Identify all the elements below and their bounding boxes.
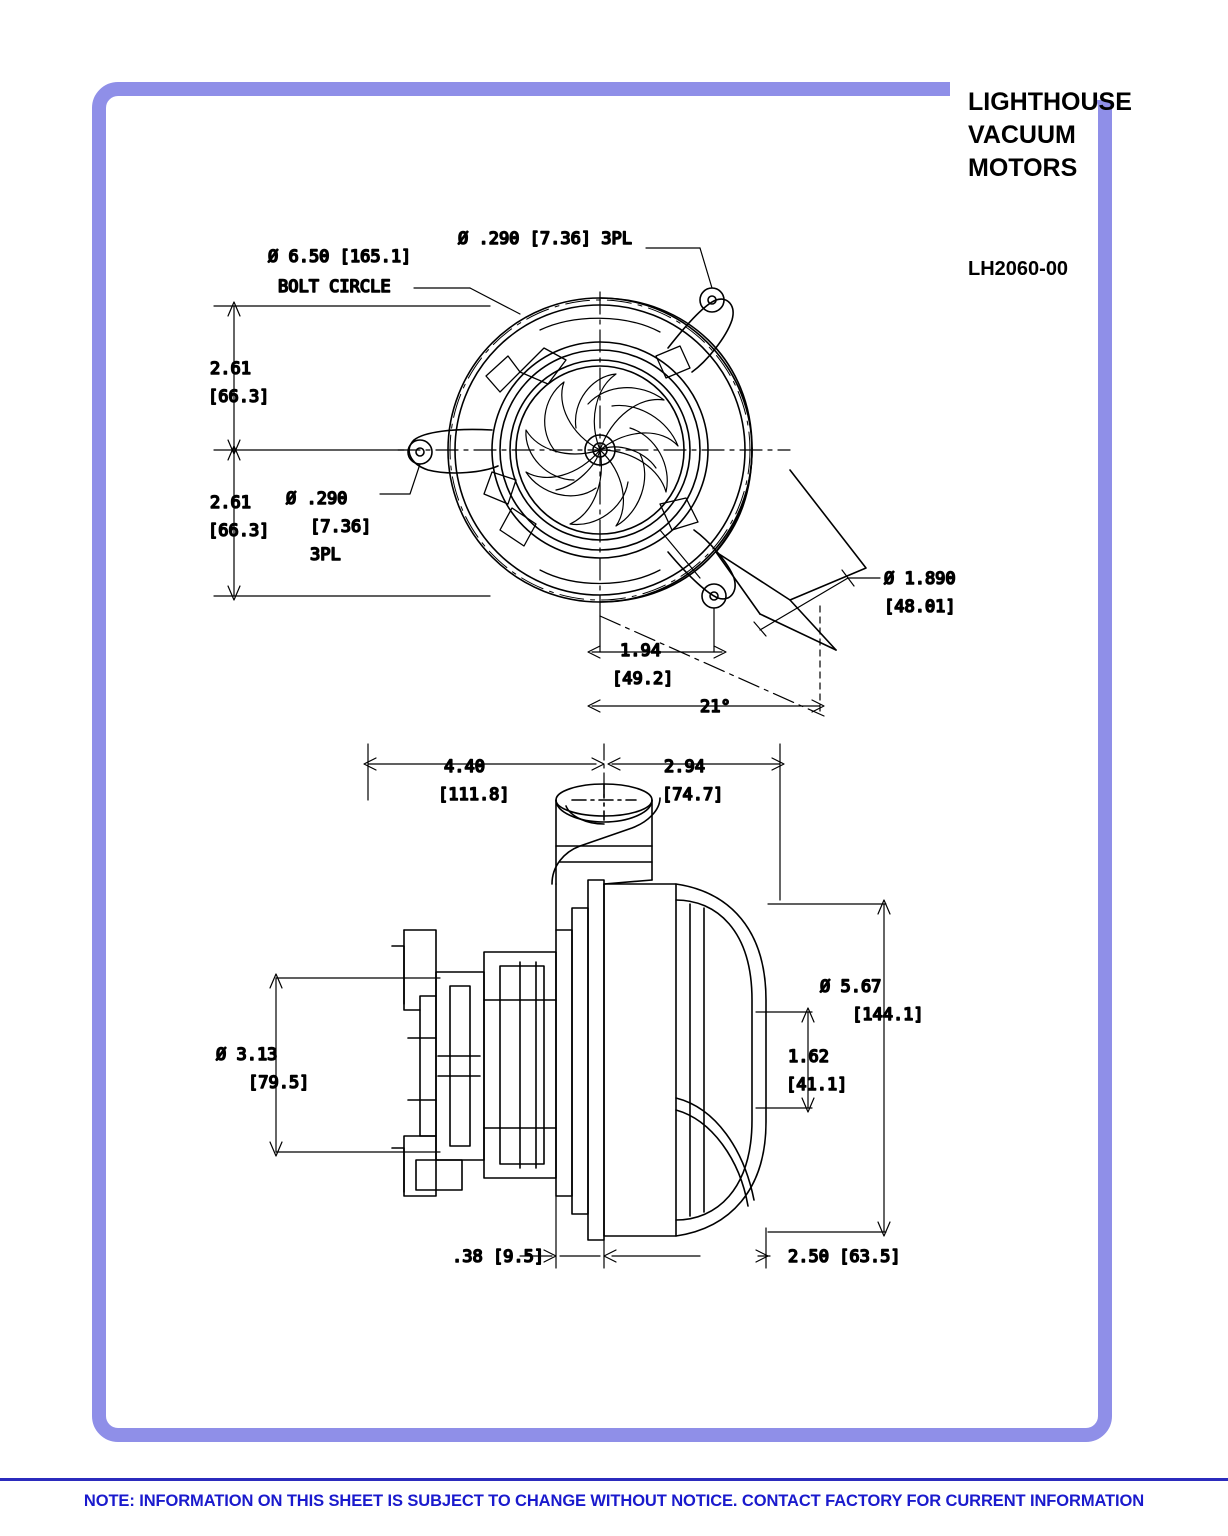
label-inner-1: 1.62 xyxy=(788,1047,829,1067)
label-outlet-dia-2: [48.01] xyxy=(884,597,956,617)
label-dim-down-2: [66.3] xyxy=(208,521,270,541)
label-small-dim: .38 [9.5] xyxy=(452,1247,545,1267)
footer-note: NOTE: INFORMATION ON THIS SHEET IS SUBJECT TO CHANGE WITHOUT NOTICE. CONTACT FACTORY FOR CURRENT INFORMATION xyxy=(83,1492,1145,1510)
company-title-line-1: LIGHTHOUSE xyxy=(968,88,1132,116)
label-bolt-circle-dia: Ø 6.50 [165.1] xyxy=(268,247,412,267)
label-dim-down-1: 2.61 xyxy=(210,493,251,513)
footer-divider xyxy=(0,1478,1228,1481)
side-view-geometry xyxy=(392,784,766,1240)
top-view-labels xyxy=(208,229,956,717)
label-hole-top: Ø .290 [7.36] 3PL xyxy=(458,229,632,249)
label-dia-left-2: [79.5] xyxy=(248,1073,310,1093)
label-len-left-2: [111.8] xyxy=(438,785,510,805)
label-len-right-1: 2.94 xyxy=(664,757,705,777)
label-dia-right-2: [144.1] xyxy=(852,1005,924,1025)
label-dia-right-1: Ø 5.67 xyxy=(820,977,882,997)
company-title-line-3: MOTORS xyxy=(968,154,1078,182)
label-offset-1: 1.94 xyxy=(620,641,661,661)
label-dim-up-2: [66.3] xyxy=(208,387,270,407)
company-title-line-2: VACUUM xyxy=(968,121,1076,149)
label-bottom-dim: 2.50 [63.5] xyxy=(788,1247,901,1267)
label-offset-2: [49.2] xyxy=(612,669,674,689)
label-hole-left-3: 3PL xyxy=(310,545,341,565)
label-dim-up-1: 2.61 xyxy=(210,359,251,379)
side-view-labels xyxy=(216,757,924,1267)
label-hole-left-1: Ø .290 xyxy=(286,489,348,509)
model-number: LH2060-00 xyxy=(968,258,1069,280)
label-len-left-1: 4.40 xyxy=(444,757,485,777)
label-inner-2: [41.1] xyxy=(786,1075,848,1095)
label-outlet-dia-1: Ø 1.890 xyxy=(884,569,956,589)
label-hole-left-2: [7.36] xyxy=(310,517,372,537)
label-bolt-circle: BOLT CIRCLE xyxy=(278,277,391,297)
label-len-right-2: [74.7] xyxy=(662,785,724,805)
top-view-dimensions xyxy=(214,248,880,716)
side-view-dimensions xyxy=(270,744,890,1268)
label-angle: 21° xyxy=(700,697,731,717)
label-dia-left-1: Ø 3.13 xyxy=(216,1045,278,1065)
